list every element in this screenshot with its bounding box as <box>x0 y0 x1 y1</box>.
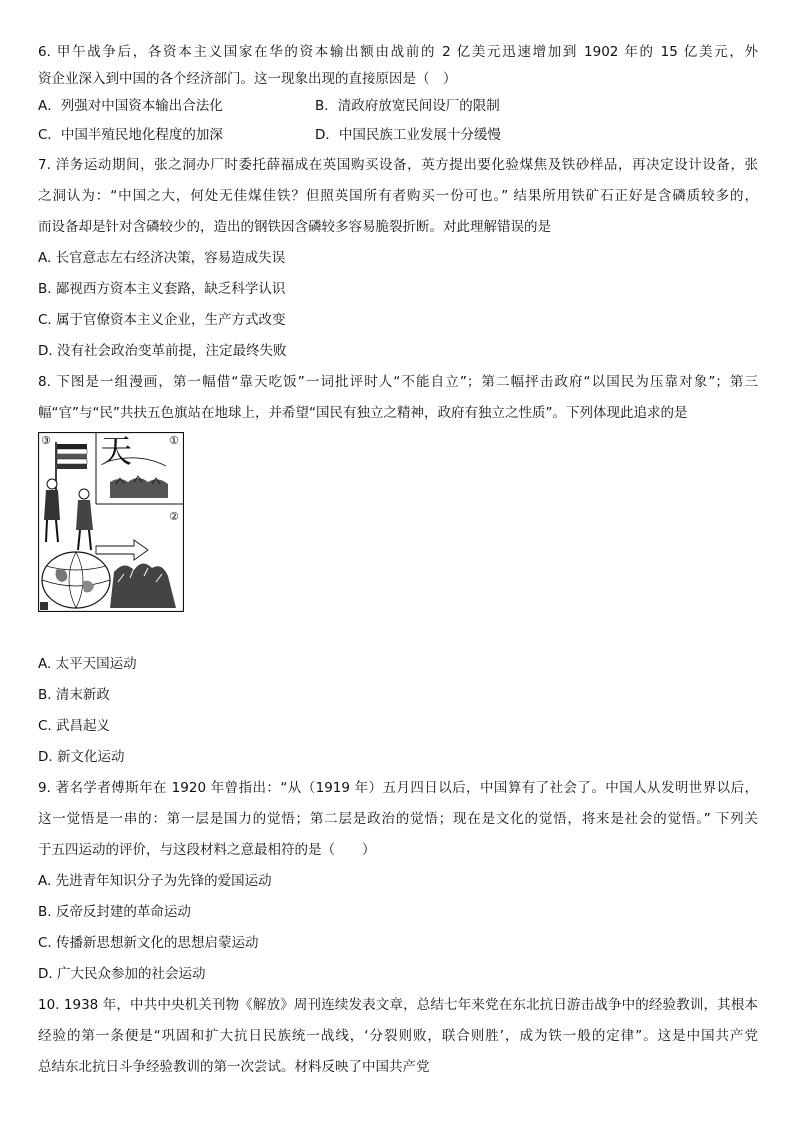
q8-option-d[interactable]: D. 新文化运动 <box>38 749 125 765</box>
q6-option-a[interactable]: A．列强对中国资本输出合法化 <box>38 98 223 114</box>
q6-option-c[interactable]: C．中国半殖民地化程度的加深 <box>38 127 223 143</box>
q6-option-d[interactable]: D．中国民族工业发展十分缓慢 <box>315 127 501 143</box>
q9-stem-line-2: 这一觉悟是一串的：第一层是国力的觉悟；第二层是政治的觉悟；现在是文化的觉悟，将来是社会的觉悟。” 下列关 <box>38 811 758 827</box>
cartoon-sky-char: 天 <box>100 432 133 470</box>
q9-option-d[interactable]: D. 广大民众参加的社会运动 <box>38 966 206 982</box>
q6-option-b[interactable]: B．清政府放宽民间设厂的限制 <box>315 98 500 114</box>
panel-label-2: ② <box>169 510 179 523</box>
q10-stem-line-3: 总结东北抗日斗争经验教训的第一次尝试。材料反映了中国共产党 <box>38 1059 430 1075</box>
panel-label-3: ③ <box>41 434 51 447</box>
q7-option-a[interactable]: A. 长官意志左右经济决策，容易造成失误 <box>38 250 286 266</box>
q7-stem-line-2: 之洞认为：“中国之大，何处无佳煤佳铁？但照英国所有者购买一份可也。” 结果所用铁矿石正好是含磷质较多的， <box>38 188 758 204</box>
q9-stem-line-3: 于五四运动的评价，与这段材料之意最相符的是（ ） <box>38 842 376 858</box>
q7-option-b[interactable]: B. 鄙视西方资本主义套路，缺乏科学认识 <box>38 281 286 297</box>
cartoon-figure <box>38 432 184 612</box>
q8-option-a[interactable]: A. 太平天国运动 <box>38 656 137 672</box>
q7-stem-line-1: 7. 洋务运动期间，张之洞办厂时委托薛福成在英国购买设备，英方提出要化验煤焦及铁砂样品，再决定设计设备，张 <box>38 157 758 173</box>
q8-stem-line-2: 幅“官”与“民”共扶五色旗站在地球上，并希望“国民有独立之精神，政府有独立之性质”。下列体现此追求的是 <box>38 405 688 421</box>
q9-option-b[interactable]: B. 反帝反封建的革命运动 <box>38 904 191 920</box>
q6-stem-line-2: 资企业深入到中国的各个经济部门。这一现象出现的直接原因是（ ） <box>38 71 457 87</box>
panel-label-1: ① <box>169 434 179 447</box>
q7-stem-line-3: 而设备却是针对含磷较少的，造出的钢铁因含磷较多容易脆裂折断。对此理解错误的是 <box>38 219 551 235</box>
q6-options-row-2 <box>38 125 758 145</box>
q8-option-c[interactable]: C. 武昌起义 <box>38 718 111 734</box>
q9-option-c[interactable]: C. 传播新思想新文化的思想启蒙运动 <box>38 935 259 951</box>
q7-option-d[interactable]: D. 没有社会政治变革前提，注定最终失败 <box>38 343 287 359</box>
q9-stem-line-1: 9. 著名学者傅斯年在 1920 年曾指出：“从（1919 年）五月四日以后，中国算有了社会了。中国人从发明世界以后， <box>38 780 758 796</box>
q6-stem-line-1: 6. 甲午战争后，各资本主义国家在华的资本输出额由战前的 2 亿美元迅速增加到 1902 年的 15 亿美元，外 <box>38 44 758 60</box>
q6-options-row-1 <box>38 96 758 116</box>
q9-option-a[interactable]: A. 先进青年知识分子为先锋的爱国运动 <box>38 873 272 889</box>
cartoon-illustration <box>38 432 184 612</box>
q8-option-b[interactable]: B. 清末新政 <box>38 687 110 703</box>
q7-option-c[interactable]: C. 属于官僚资本主义企业，生产方式改变 <box>38 312 286 328</box>
q8-stem-line-1: 8. 下图是一组漫画，第一幅借“靠天吃饭”一词批评时人“不能自立”；第二幅抨击政府“以国民为压靠对象”；第三 <box>38 374 758 390</box>
q10-stem-line-2: 经验的第一条便是“巩固和扩大抗日民族统一战线，‘分裂则败，联合则胜’，成为铁一般的定律”。这是中国共产党 <box>38 1028 758 1044</box>
q10-stem-line-1: 10. 1938 年，中共中央机关刊物《解放》周刊连续发表文章，总结七年来党在东北抗日游击战争中的经验教训，其根本 <box>38 997 758 1013</box>
